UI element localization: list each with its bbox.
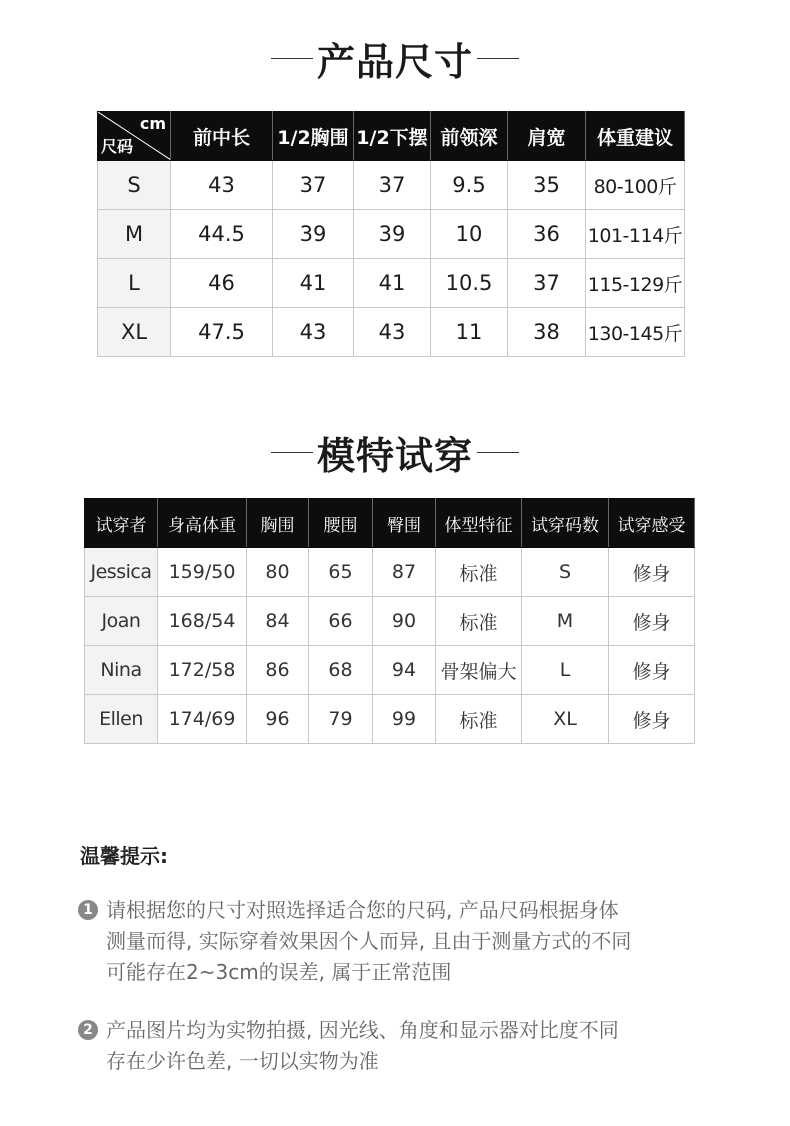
table-cell: 36: [508, 210, 586, 259]
table-cell: 101-114斤: [586, 210, 685, 259]
tip-line: 产品图片均为实物拍摄, 因光线、角度和显示器对比度不同: [106, 1018, 619, 1042]
table-row: [85, 597, 695, 646]
size-table-header-row: [98, 112, 685, 161]
table-cell: S: [522, 548, 609, 597]
size-table: [97, 111, 685, 357]
model-header-cell: 体型特征: [436, 499, 522, 548]
table-cell: 修身: [609, 695, 695, 744]
table-cell: 43: [354, 308, 431, 357]
size-label-cell: XL: [98, 308, 171, 357]
table-cell: 37: [354, 161, 431, 210]
table-cell: 修身: [609, 597, 695, 646]
size-header-cell: 肩宽: [508, 112, 586, 161]
table-cell: 86: [247, 646, 309, 695]
model-header-cell: 臀围: [373, 499, 436, 548]
size-label-cell: L: [98, 259, 171, 308]
table-cell: 96: [247, 695, 309, 744]
table-cell: 79: [309, 695, 373, 744]
table-cell: 43: [171, 161, 273, 210]
tip-item-2: [78, 1015, 718, 1077]
table-cell: 80-100斤: [586, 161, 685, 210]
table-cell: 标准: [436, 597, 522, 646]
model-name-cell: Joan: [85, 597, 158, 646]
model-title-text: 模特试穿: [316, 433, 473, 478]
tip-line: 存在少许色差, 一切以实物为准: [106, 1049, 379, 1073]
model-section-title: [0, 424, 790, 480]
table-cell: 46: [171, 259, 273, 308]
table-cell: 172/58: [158, 646, 247, 695]
table-cell: 130-145斤: [586, 308, 685, 357]
size-title-text: 产品尺寸: [316, 39, 473, 84]
table-cell: 37: [273, 161, 354, 210]
table-cell: 35: [508, 161, 586, 210]
size-label-cell: S: [98, 161, 171, 210]
table-cell: 9.5: [431, 161, 508, 210]
size-section-title: [0, 30, 790, 86]
table-cell: 11: [431, 308, 508, 357]
corner-unit-label: cm: [139, 114, 166, 133]
model-header-cell: 试穿感受: [609, 499, 695, 548]
table-cell: 80: [247, 548, 309, 597]
table-cell: 37: [508, 259, 586, 308]
corner-size-label: 尺码: [101, 137, 134, 156]
size-header-cell: 前领深: [431, 112, 508, 161]
model-table-header-row: [85, 499, 695, 548]
table-cell: 168/54: [158, 597, 247, 646]
table-cell: 修身: [609, 548, 695, 597]
tips-heading: 温馨提示:: [80, 844, 168, 868]
table-cell: 38: [508, 308, 586, 357]
table-cell: 标准: [436, 695, 522, 744]
number-badge-icon: 1: [78, 900, 98, 920]
table-cell: 修身: [609, 646, 695, 695]
model-name-cell: Nina: [85, 646, 158, 695]
table-cell: 87: [373, 548, 436, 597]
table-cell: 10: [431, 210, 508, 259]
model-header-cell: 试穿者: [85, 499, 158, 548]
size-header-cell: 1/2下摆: [354, 112, 431, 161]
table-cell: 10.5: [431, 259, 508, 308]
size-label-cell: M: [98, 210, 171, 259]
size-corner-cell: [98, 112, 171, 161]
table-row: [98, 259, 685, 308]
model-header-cell: 胸围: [247, 499, 309, 548]
model-header-cell: 身高体重: [158, 499, 247, 548]
table-cell: 66: [309, 597, 373, 646]
model-name-cell: Jessica: [85, 548, 158, 597]
table-row: [98, 161, 685, 210]
table-cell: 44.5: [171, 210, 273, 259]
tip-item-1: [78, 895, 718, 988]
table-row: [98, 308, 685, 357]
table-cell: 39: [273, 210, 354, 259]
model-header-cell: 腰围: [309, 499, 373, 548]
number-badge-icon: 2: [78, 1020, 98, 1040]
table-cell: 159/50: [158, 548, 247, 597]
model-table: [84, 498, 695, 744]
table-cell: 94: [373, 646, 436, 695]
table-cell: M: [522, 597, 609, 646]
table-cell: 68: [309, 646, 373, 695]
size-header-cell: 1/2胸围: [273, 112, 354, 161]
title-dash-right: [477, 58, 519, 59]
table-cell: 标准: [436, 548, 522, 597]
size-header-cell: 体重建议: [586, 112, 685, 161]
table-cell: L: [522, 646, 609, 695]
table-cell: XL: [522, 695, 609, 744]
table-cell: 43: [273, 308, 354, 357]
tip-line: 请根据您的尺寸对照选择适合您的尺码, 产品尺码根据身体: [106, 898, 619, 922]
table-cell: 65: [309, 548, 373, 597]
table-cell: 41: [273, 259, 354, 308]
table-row: [85, 695, 695, 744]
table-cell: 41: [354, 259, 431, 308]
table-cell: 84: [247, 597, 309, 646]
table-cell: 90: [373, 597, 436, 646]
size-header-cell: 前中长: [171, 112, 273, 161]
table-cell: 174/69: [158, 695, 247, 744]
title-dash-right: [477, 452, 519, 453]
table-row: [98, 210, 685, 259]
table-row: [85, 646, 695, 695]
table-cell: 骨架偏大: [436, 646, 522, 695]
title-dash-left: [271, 452, 313, 453]
model-name-cell: Ellen: [85, 695, 158, 744]
table-cell: 115-129斤: [586, 259, 685, 308]
tip-line: 测量而得, 实际穿着效果因个人而异, 且由于测量方式的不同: [106, 929, 632, 953]
model-header-cell: 试穿码数: [522, 499, 609, 548]
table-cell: 47.5: [171, 308, 273, 357]
table-cell: 99: [373, 695, 436, 744]
table-row: [85, 548, 695, 597]
table-cell: 39: [354, 210, 431, 259]
tip-line: 可能存在2~3cm的误差, 属于正常范围: [106, 960, 452, 984]
title-dash-left: [271, 58, 313, 59]
